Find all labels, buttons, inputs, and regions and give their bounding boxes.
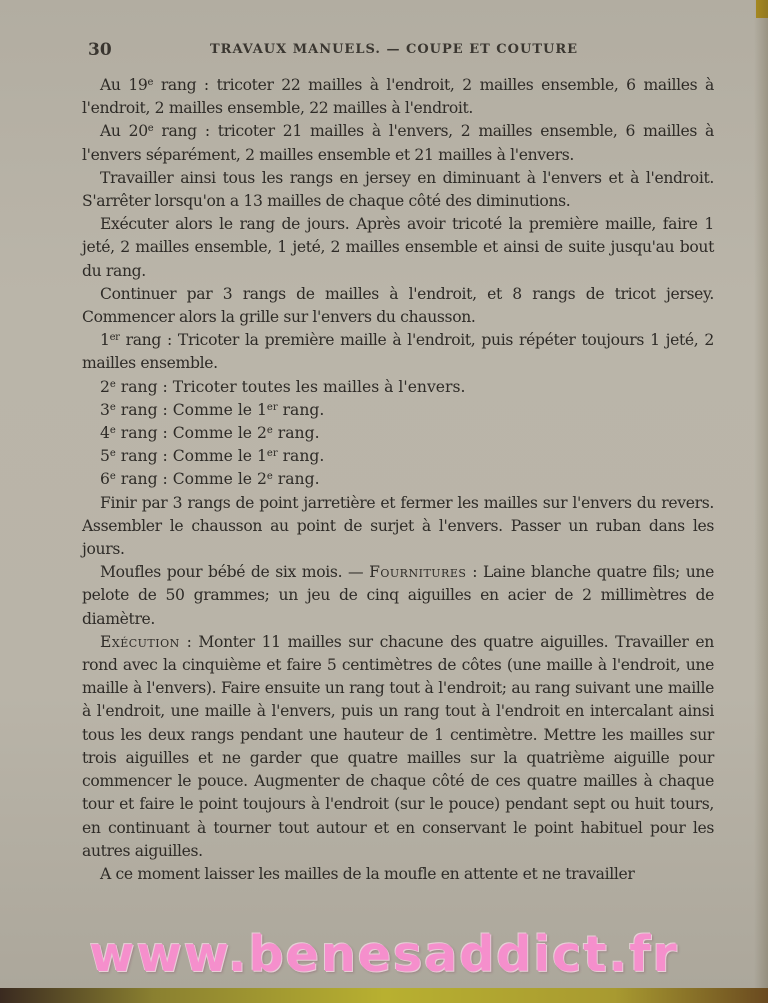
paragraph-finir: Finir par 3 rangs de point jarretière et fermer les mailles sur l'envers du revers. Assembler le chausson au point de surjet à l'envers. Passer un ruban dans les jours. — [82, 493, 714, 559]
paragraph-rang-2 — [82, 376, 714, 399]
paragraph-rang-6 — [82, 468, 714, 491]
text: rang. — [272, 470, 320, 489]
superscript: er — [109, 332, 120, 344]
superscript: e — [266, 471, 273, 483]
fournitures-text: : Laine blanche quatre fils; une pelote de 50 grammes; un jeu de cinq aiguilles en acier de 2 millimètres de diamètre. — [82, 563, 714, 628]
text: rang. — [277, 447, 325, 466]
text: rang : Tricoter toutes les mailles à l'envers. — [115, 377, 466, 396]
text: 6 — [100, 470, 110, 489]
text: rang. — [277, 400, 325, 419]
text: rang : Comme le 2 — [115, 424, 267, 443]
text: rang. — [272, 424, 320, 443]
superscript: e — [266, 425, 273, 437]
text: 5 — [100, 447, 110, 466]
superscript: e — [109, 425, 116, 437]
paragraph-moufles — [82, 561, 714, 631]
text: Au 19 — [100, 76, 148, 94]
watermark: www.benesaddict.fr — [89, 926, 679, 983]
execution-text: : Monter 11 mailles sur chacune des quatre aiguilles. Travailler en rond avec la cinquième et faire 5 centimètres de côtes (une maille à l'endroit, une maille à l'envers). Faire ensuite un rang tout à l'endroit; au rang suivant une maille à l'endroit, une maille à l'envers, puis un rang tout à l'endroit en intercalant ainsi tous les deux rangs pendant une hauteur de 1 centimètre. Mettre les mailles sur trois aiguilles et ne garder que quatre mailles sur la quatrième aiguille pour commencer le pouce. Augmenter de chaque côté de ces quatre mailles à chaque tour et faire le point toujours à l'endroit (sur le pouce) pendant sept ou huit tours, en continuant à tourner tout autour et en conservant le point habituel pour les autres aiguilles. — [82, 632, 714, 860]
text: rang : Tricoter la première maille à l'endroit, puis répéter toujours 1 jeté, 2 mailles ensemble. — [82, 331, 714, 373]
page-body — [82, 74, 714, 886]
paragraph-rang-19 — [82, 74, 714, 120]
page-header — [88, 40, 728, 62]
superscript: e — [109, 471, 116, 483]
paragraph-rang-3 — [82, 399, 714, 422]
paragraph-rang-20 — [82, 120, 714, 166]
background-strip — [0, 988, 768, 1003]
paragraph-travailler: Travailler ainsi tous les rangs en jersey en diminuant à l'envers et à l'endroit. S'arrêter lorsqu'on a 13 mailles de chaque côté des diminutions. — [82, 168, 714, 211]
superscript: e — [147, 77, 154, 88]
paragraph-last-line: A ce moment laisser les mailles de la moufle en attente et ne travailler — [100, 864, 635, 883]
superscript: er — [266, 448, 278, 460]
superscript: e — [109, 378, 116, 390]
background-corner — [756, 0, 768, 18]
running-title: TRAVAUX MANUELS. — COUPE ET COUTURE — [210, 42, 579, 57]
text: Au 20 — [100, 122, 148, 141]
superscript: e — [109, 448, 116, 460]
page-number: 30 — [88, 40, 112, 60]
text: rang : tricoter 21 mailles à l'envers, 2 mailles ensemble, 6 mailles à l'envers séparément, 2 mailles ensemble et 21 mailles à l'envers. — [82, 122, 714, 164]
superscript: e — [109, 401, 116, 413]
execution-label: Exécution — [100, 632, 180, 651]
paragraph-execution — [82, 631, 714, 863]
text: rang : Comme le 2 — [115, 470, 267, 489]
paragraph-rang-4 — [82, 422, 714, 445]
paragraph-rang-1 — [82, 329, 714, 375]
paragraph-continuer: Continuer par 3 rangs de mailles à l'endroit, et 8 rangs de tricot jersey. Commencer alors la grille sur l'envers du chausson. — [82, 284, 714, 327]
superscript: e — [147, 123, 154, 135]
fournitures-label: Fournitures — [369, 563, 467, 582]
text: 3 — [100, 400, 110, 419]
text: rang : Comme le 1 — [115, 400, 267, 419]
superscript: er — [266, 401, 278, 413]
paragraph-rang-5 — [82, 445, 714, 468]
paragraph-executer: Exécuter alors le rang de jours. Après avoir tricoté la première maille, faire 1 jeté, 2 mailles ensemble, 1 jeté, 2 mailles ensemble et ainsi de suite jusqu'au bout du rang. — [82, 215, 714, 280]
moufles-title: Moufles pour bébé de six mois. — — [100, 563, 370, 582]
text: 4 — [100, 424, 110, 443]
text: rang : tricoter 22 mailles à l'endroit, 2 mailles ensemble, 6 mailles à l'endroit, 2 mailles ensemble, 22 mailles à l'endroit. — [82, 76, 714, 118]
text: rang : Comme le 1 — [115, 447, 267, 466]
text: 2 — [100, 377, 110, 396]
text: 1 — [100, 331, 110, 350]
